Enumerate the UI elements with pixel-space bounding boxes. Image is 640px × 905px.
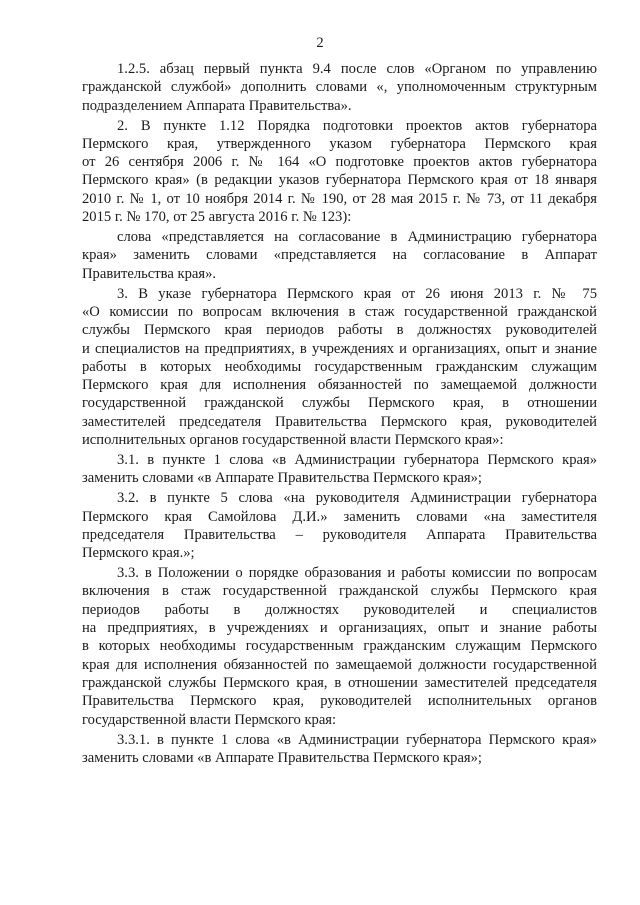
text-line: Пермского края для исполнения обязанностей по замещаемой должности [82, 377, 597, 394]
text-line: 3.3.1. в пункте 1 слова «в Администрации губернатора Пермского края» [117, 731, 597, 748]
text-line: работы в которых необходимы государственным гражданским служащим [82, 358, 597, 375]
paragraph-3-2 [82, 489, 597, 562]
text-line: слова «представляется на согласование в Администрацию губернатора [117, 229, 597, 246]
text-line: заменить словами «в Аппарате Правительства Пермского края»; [82, 470, 482, 487]
text-line: Пермского края.»; [82, 545, 195, 562]
text-line: подразделением Аппарата Правительства». [82, 97, 352, 114]
text-line: Пермского края, утвержденного указом губернатора Пермского края [82, 135, 597, 152]
text-line: службы Пермского края периодов работы в должностях руководителей [82, 322, 597, 339]
text-line: 1.2.5. абзац первый пункта 9.4 после слов «Органом по управлению [117, 61, 597, 77]
paragraph-3-1 [82, 451, 597, 488]
text-line: председателя Правительства – руководителя Аппарата Правительства [82, 526, 597, 543]
document-body [82, 60, 597, 769]
text-line: Пермского края Самойлова Д.И.» заменить словами «на заместителя [82, 508, 597, 525]
text-line: Пермского края» (в редакции указов губернатора Пермского края от 18 января [82, 172, 597, 189]
text-line: 2010 г. № 1, от 10 ноября 2014 г. № 190, от 28 мая 2015 г. № 73, от 11 декабря [82, 190, 597, 207]
text-line: и специалистов на предприятиях, в учреждениях и организациях, опыт и знание [82, 340, 597, 357]
text-line: «О комиссии по вопросам включения в стаж государственной гражданской [82, 303, 597, 320]
page-number: 2 [316, 35, 324, 51]
paragraph-3 [82, 285, 597, 450]
text-line: 3.2. в пункте 5 слова «на руководителя Администрации губернатора [117, 490, 597, 507]
text-line: государственной власти Пермского края: [82, 711, 337, 728]
text-line: на предприятиях, в учреждениях и организациях, опыт и знание работы [82, 620, 597, 637]
paragraph-2-replacement [82, 228, 597, 283]
paragraph-3-3 [82, 564, 597, 729]
text-line: гражданской службой» дополнить словами «, уполномоченным структурным [82, 79, 597, 96]
text-line: 2015 г. № 170, от 25 августа 2016 г. № 123): [82, 209, 352, 226]
text-line: включения в стаж государственной гражданской службы Пермского края [82, 583, 597, 600]
text-line: 3. В указе губернатора Пермского края от 26 июня 2013 г. № 75 [117, 285, 597, 302]
text-line: Правительства края». [82, 265, 217, 282]
paragraph-2 [82, 117, 597, 227]
text-line: 3.3. в Положении о порядке образования и работы комиссии по вопросам [117, 565, 597, 582]
text-line: Правительства Пермского края, руководителей исполнительных органов [82, 693, 597, 710]
text-line: гражданской службы Пермского края, в отношении заместителей председателя [82, 674, 597, 691]
text-line: края для исполнения обязанностей по замещаемой должности государственной [82, 656, 597, 673]
paragraph-3-3-1 [82, 731, 597, 768]
paragraph-1-2-5 [82, 60, 597, 115]
text-line: 3.1. в пункте 1 слова «в Администрации губернатора Пермского края» [117, 451, 597, 468]
text-line: 2. В пункте 1.12 Порядка подготовки проектов актов губернатора [117, 117, 597, 134]
text-line: исполнительных органов государственной власти Пермского края»: [82, 432, 504, 448]
text-line: государственной гражданской службы Пермского края, в отношении [82, 395, 597, 412]
text-line: края» заменить словами «представляется на согласование в Аппарат [82, 247, 597, 264]
text-line: от 26 сентября 2006 г. № 164 «О подготовке проектов актов губернатора [82, 154, 597, 171]
text-line: периодов работы в должностях руководителей и специалистов [82, 601, 597, 618]
text-line: заменить словами «в Аппарате Правительства Пермского края»; [82, 749, 482, 766]
text-line: заместителей председателя Правительства Пермского края, руководителей [82, 413, 597, 430]
text-line: в которых необходимы государственным гражданским служащим Пермского [82, 638, 597, 655]
